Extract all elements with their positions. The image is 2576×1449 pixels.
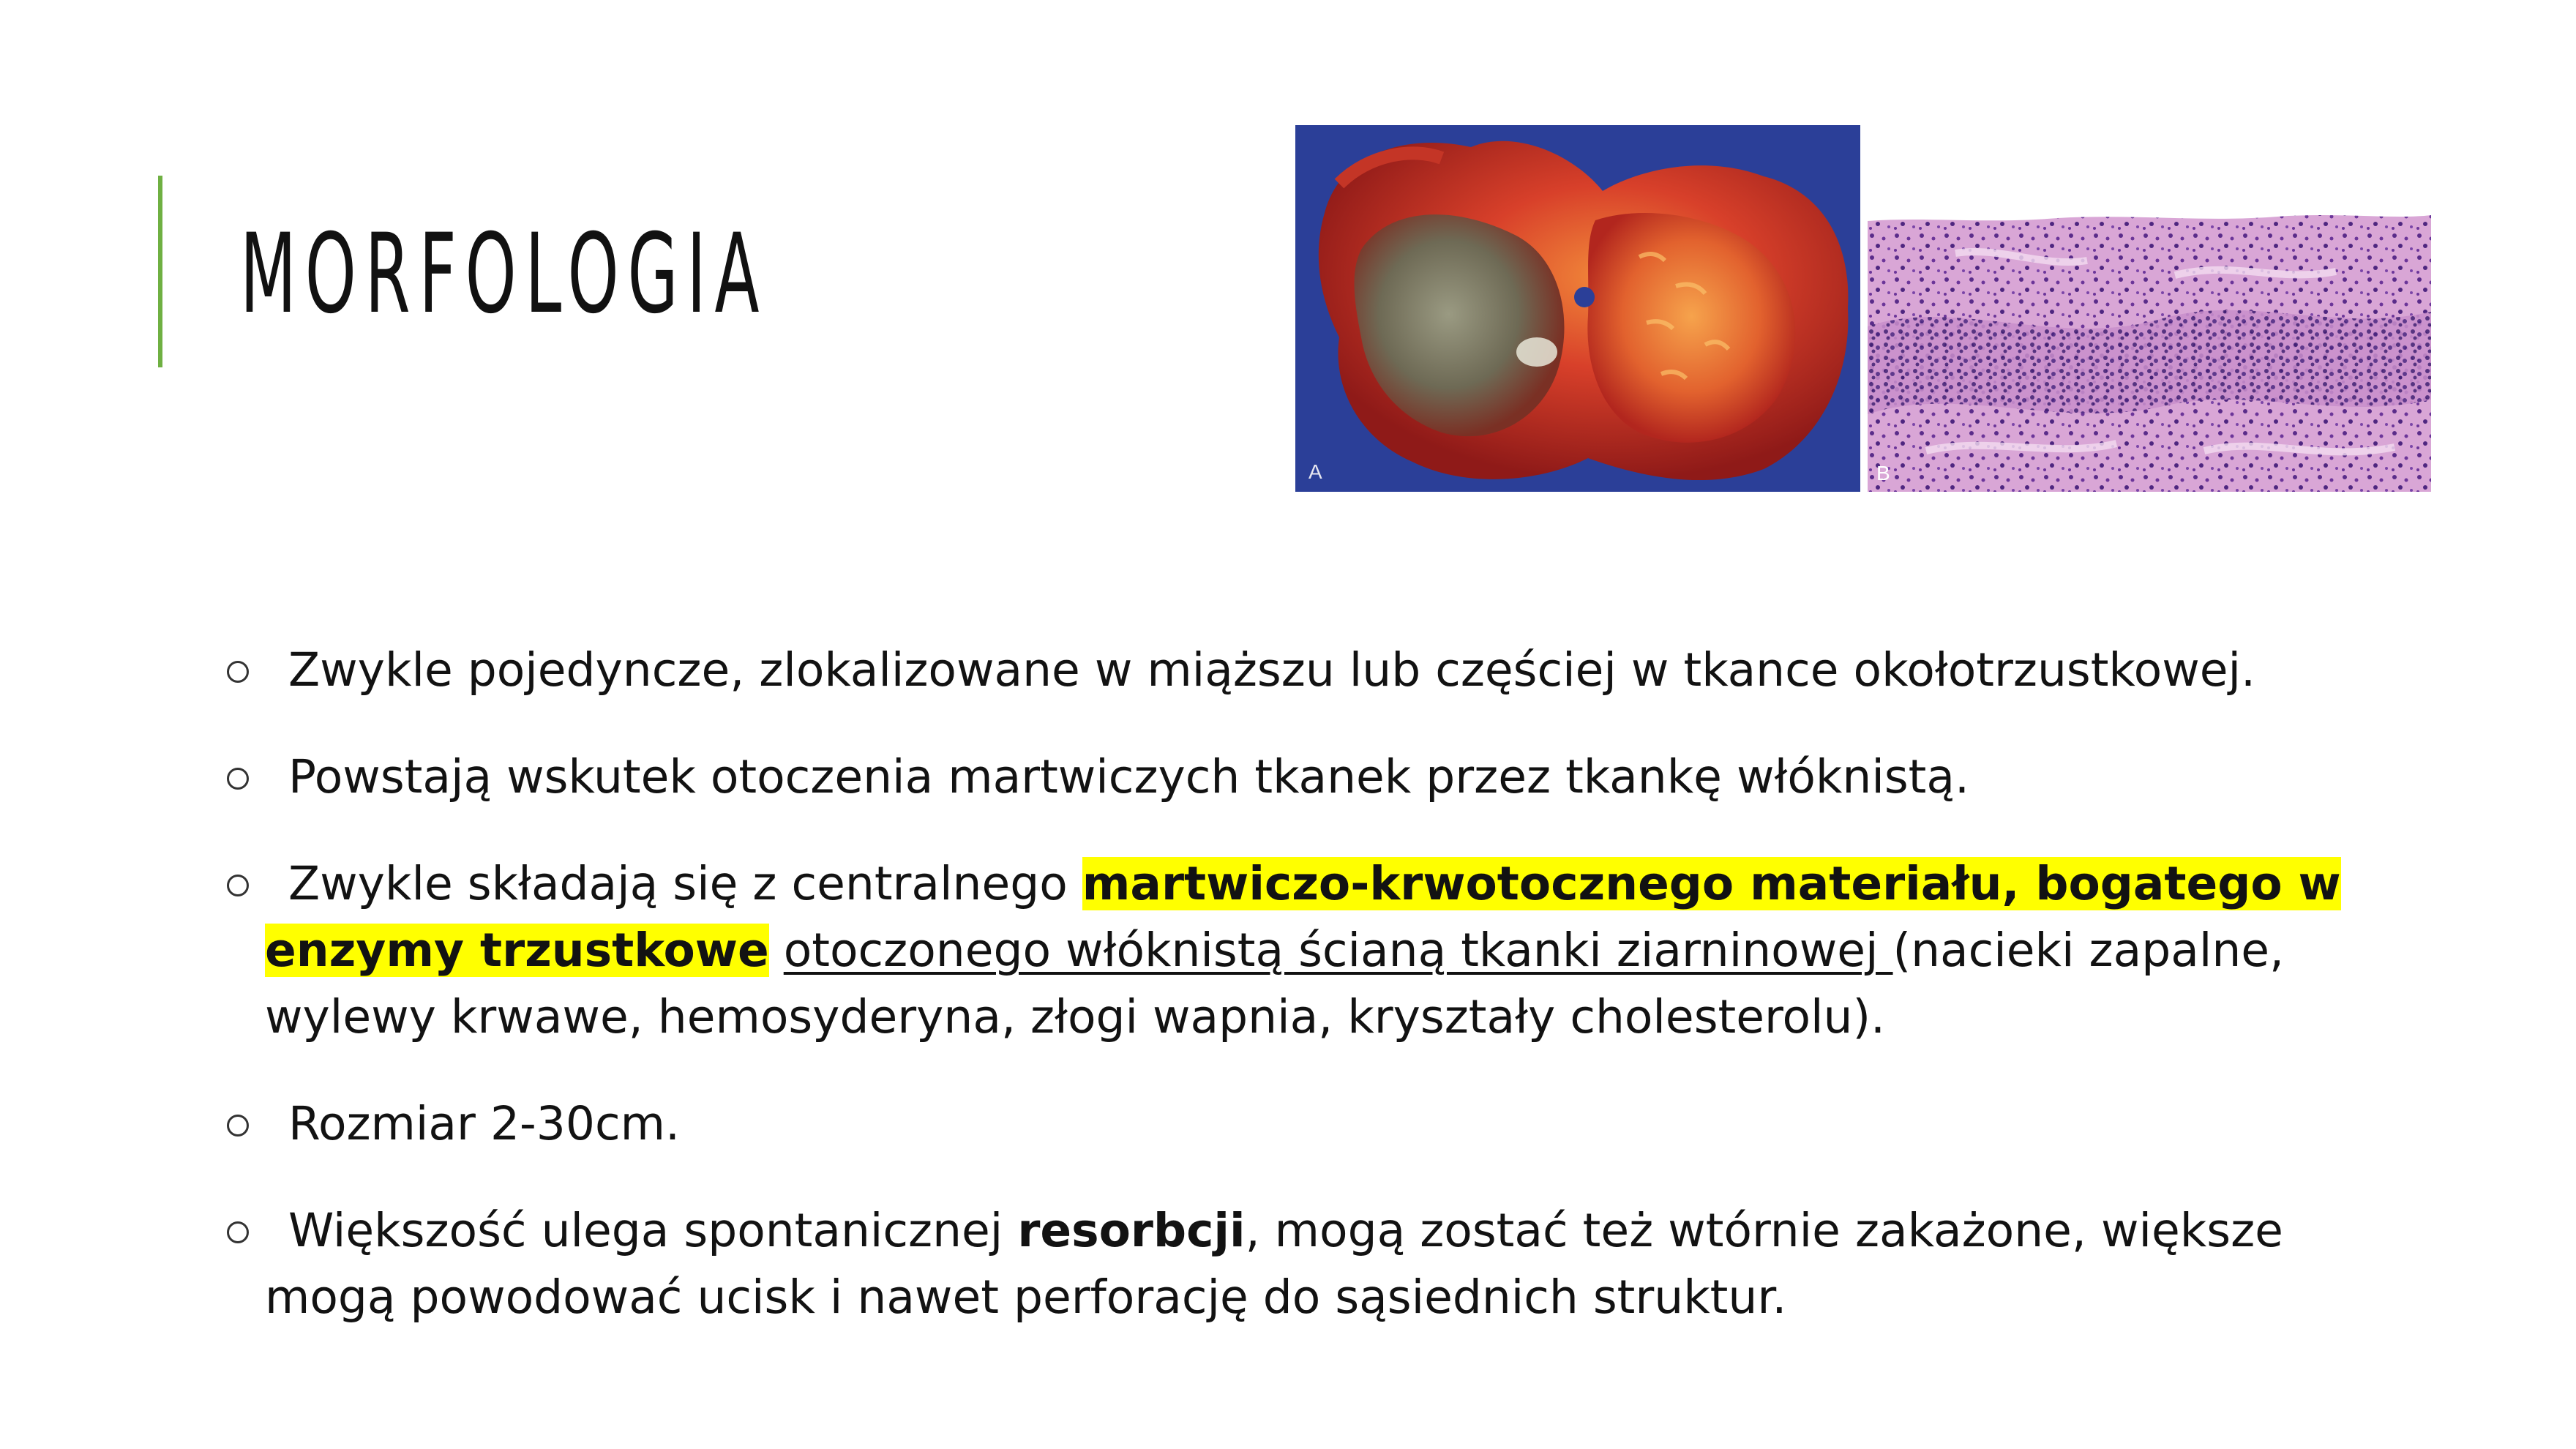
underlined-text: otoczonego włóknistą ścianą tkanki ziarninowej [783,924,1893,977]
bullet-text-line [246,1197,2422,1264]
bullet-text: Rozmiar 2-30cm. [288,1097,680,1150]
bullet-item [227,850,2422,1050]
hollow-circle-bullet-icon [227,768,249,790]
bullet-text-rest: (nacieki zapalne, [1892,924,2285,977]
bullet-item [227,1197,2422,1330]
panel-label-a: A [1308,460,1322,483]
bullet-list [227,637,2422,1371]
bullet-item [227,1090,2422,1157]
hollow-circle-bullet-icon [227,1115,249,1137]
bold-text: resorbcji [1017,1204,1246,1257]
hollow-circle-bullet-icon [227,875,249,896]
slide-title: MORFOLOGIA [240,211,768,338]
hollow-circle-bullet-icon [227,1221,249,1243]
panel-label-b: B [1876,462,1890,484]
highlighted-text: enzymy trzustkowe [265,924,769,977]
bullet-text-line: wylewy krwawe, hemosyderyna, złogi wapnia, kryształy cholesterolu). [265,990,1886,1044]
gross-specimen-photo [1295,125,1860,492]
bullet-text-lead: Większość ulega spontanicznej [288,1204,1018,1257]
bullet-text-lead: Zwykle składają się z centralnego [288,857,1082,910]
title-accent-bar [158,176,162,367]
histology-photo [1868,209,2431,492]
bullet-text-line: mogą powodować ucisk i nawet perforację do sąsiednich struktur. [265,1270,1787,1324]
bullet-item [227,744,2422,810]
bullet-text-rest: , mogą zostać też wtórnie zakażone, większe [1245,1204,2283,1257]
bullet-text-line [246,850,2422,917]
bullet-text: Zwykle pojedyncze, zlokalizowane w miąższu lub częściej w tkance okołotrzustkowej. [288,643,2256,697]
bullet-text-line [246,917,2422,984]
bullet-text: Powstają wskutek otoczenia martwiczych tkanek przez tkankę włóknistą. [288,750,1970,804]
highlighted-text: martwiczo-krwotocznego materiału, bogatego w [1082,857,2341,910]
hollow-circle-bullet-icon [227,661,249,683]
bullet-item [227,637,2422,703]
